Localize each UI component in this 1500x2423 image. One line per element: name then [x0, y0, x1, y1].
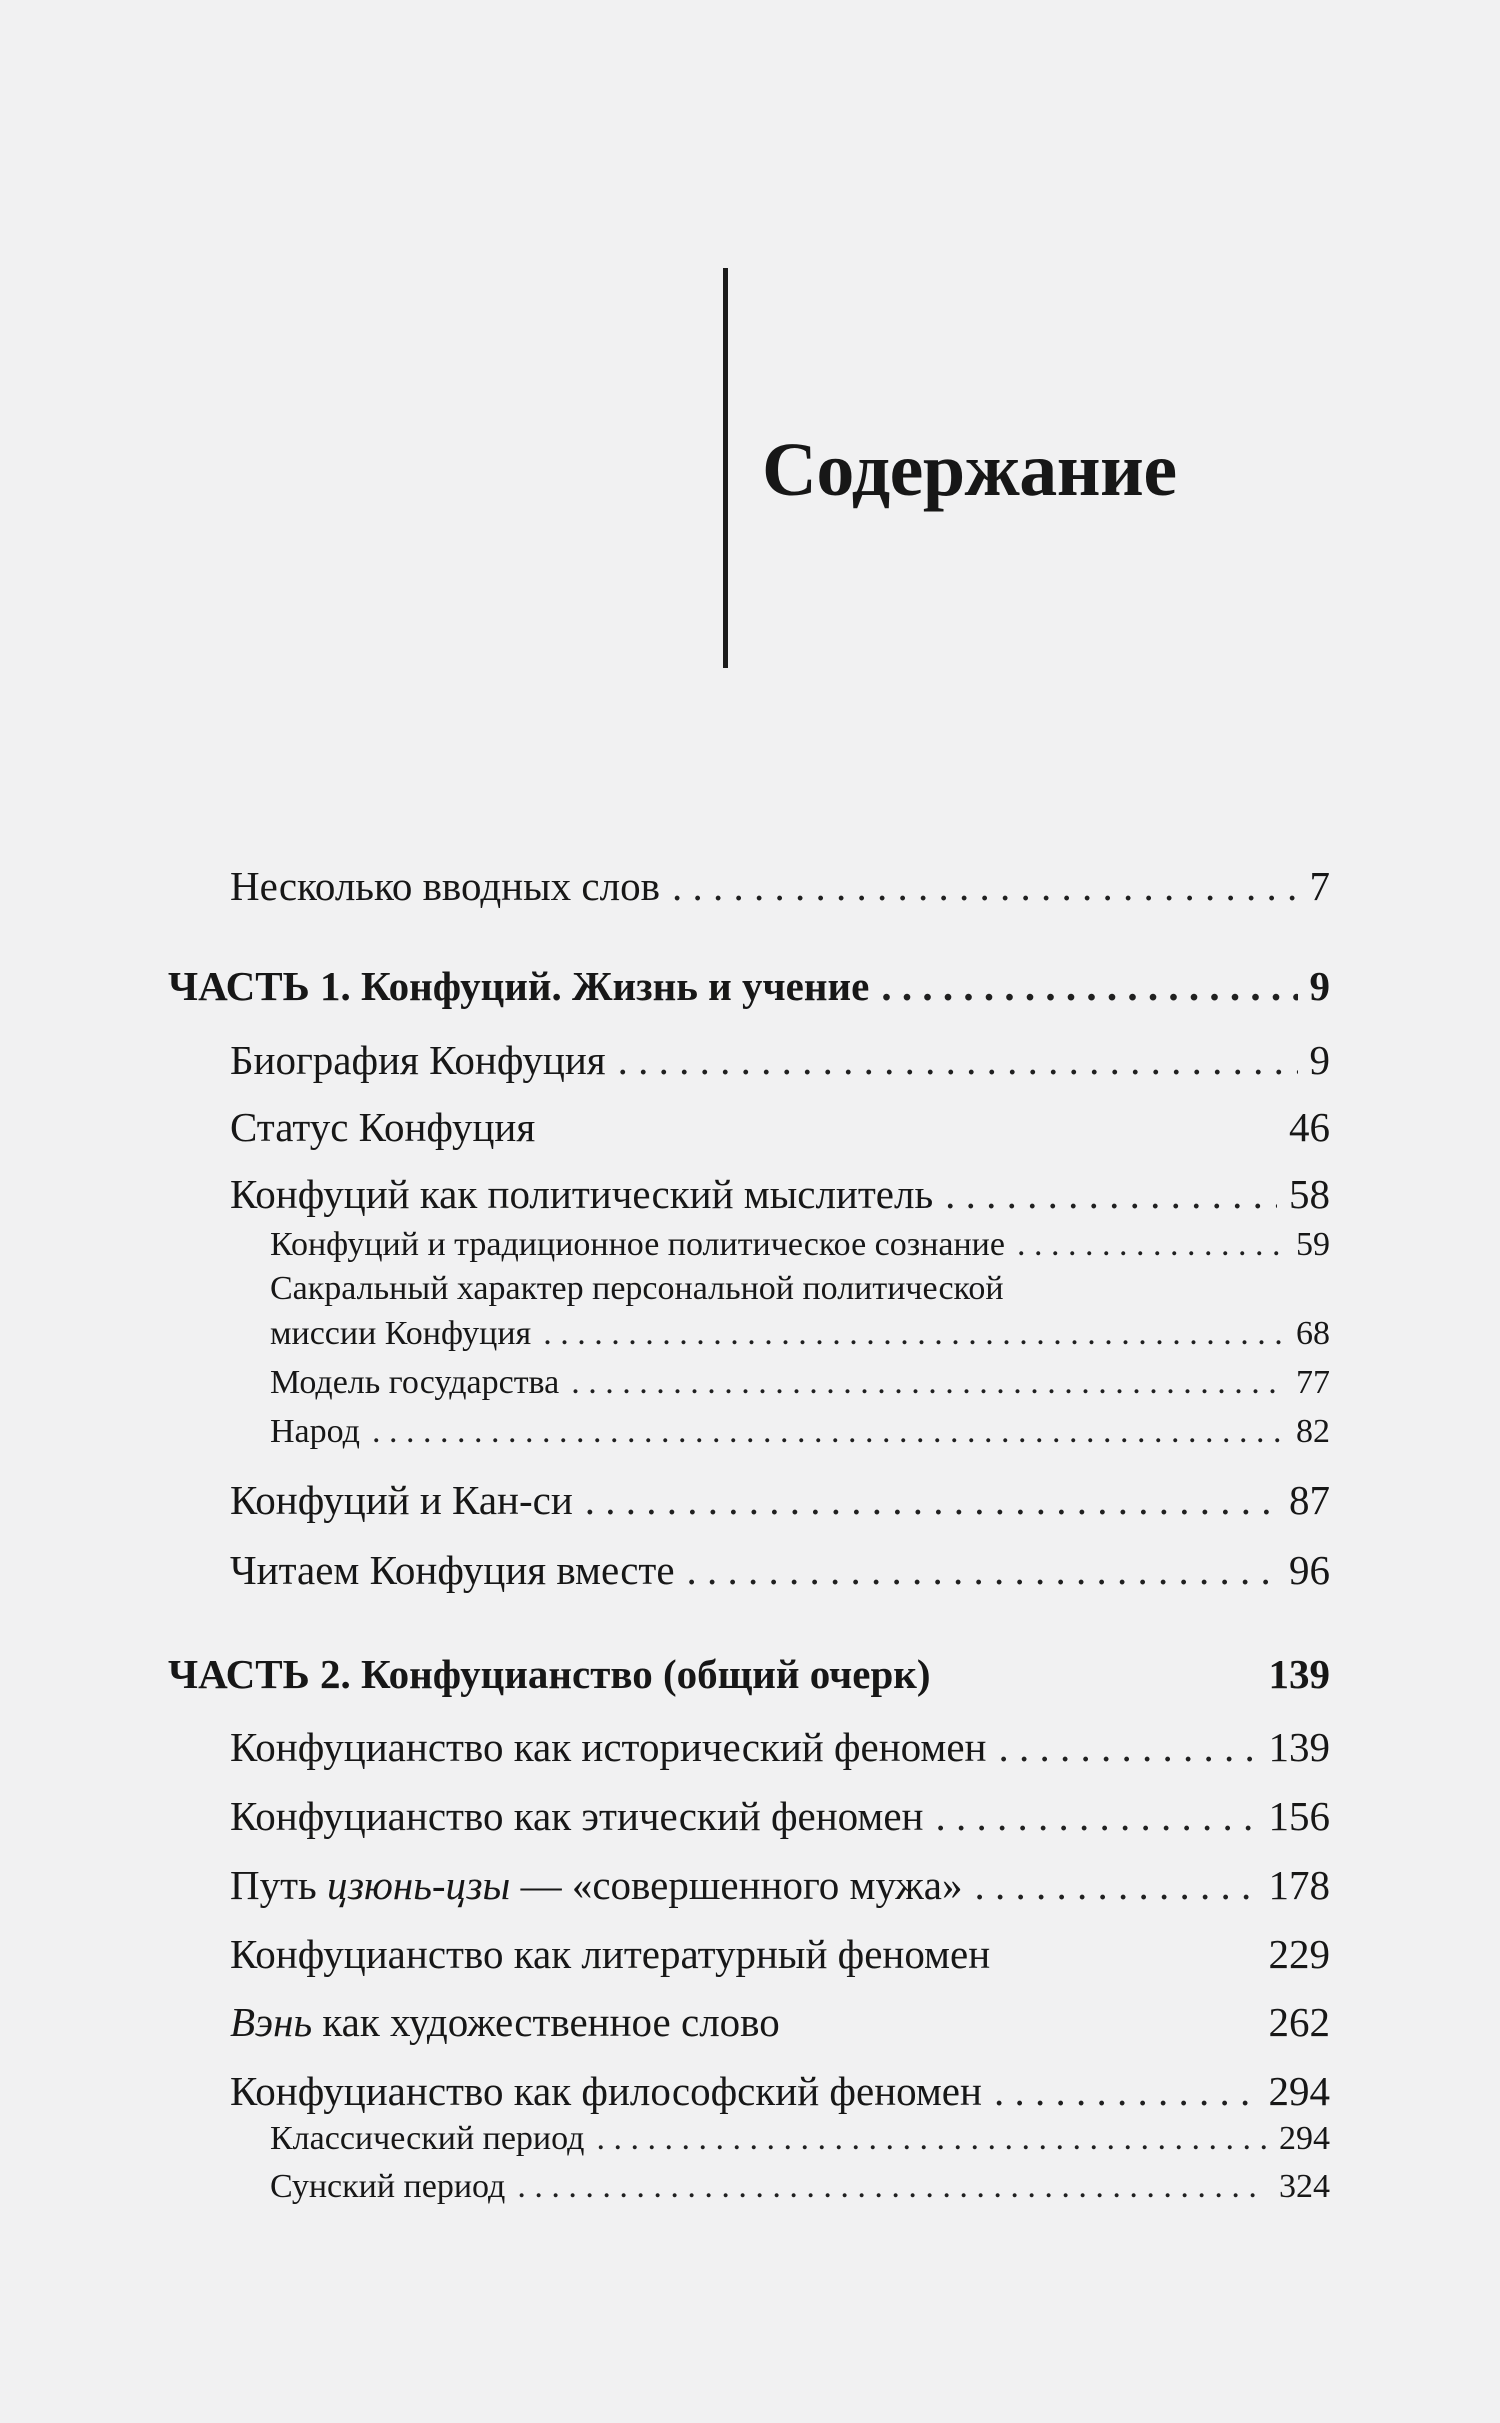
toc-entry-page: 87 [1289, 1477, 1330, 1523]
toc-entry [0, 1546, 1330, 1594]
toc-entry [0, 1723, 1330, 1771]
toc-entry-title: Конфуцианство как этический феномен [230, 1793, 924, 1839]
toc-entry-page: 7 [1309, 863, 1330, 909]
toc-entry-page: 59 [1296, 1226, 1330, 1263]
toc-entry-title: Биография Конфуция [230, 1037, 606, 1083]
toc-entry-page: 96 [1289, 1547, 1330, 1593]
toc-entry-title: Модель государства [270, 1364, 560, 1401]
dot-leader [585, 1476, 1277, 1524]
toc-entry-title: Конфуцианство как литературный феномен [230, 1931, 991, 1977]
dot-leader [596, 2120, 1267, 2158]
dot-leader [372, 1413, 1284, 1451]
dot-leader [618, 1036, 1298, 1084]
toc-entry [0, 862, 1330, 910]
toc-entry-title: Конфуцианство как исторический феномен [230, 1724, 987, 1770]
toc-part-heading [0, 1650, 1330, 1698]
toc-entry-title: Читаем Конфуция вместе [230, 1547, 675, 1593]
toc-entry [0, 2067, 1330, 2115]
toc-entry-page: 58 [1289, 1171, 1330, 1217]
toc-entry [0, 1930, 1330, 1978]
toc-entry-page: 9 [1309, 1037, 1330, 1083]
toc-entry-page: 294 [1279, 2120, 1330, 2157]
dot-leader [881, 962, 1297, 1010]
toc-entry-title: Конфуций и Кан-си [230, 1477, 573, 1523]
dot-leader [998, 1723, 1256, 1771]
page-title: Содержание [762, 428, 1177, 512]
dot-leader [945, 1170, 1277, 1218]
toc-entry-page: 68 [1296, 1315, 1330, 1352]
toc-entry-title: Классический период [270, 2120, 585, 2157]
toc-entry-page: 324 [1279, 2168, 1330, 2205]
toc-entry [0, 1861, 1330, 1909]
toc-entry-page: 229 [1268, 1931, 1330, 1977]
toc-entry-page: 294 [1268, 2068, 1330, 2114]
toc-entry-title: Конфуций как политический мыслитель [230, 1171, 934, 1217]
toc-entry-page: 9 [1309, 963, 1330, 1009]
toc-entry-page: 46 [1289, 1104, 1330, 1150]
toc-entry-page: 139 [1268, 1724, 1330, 1770]
toc-entry [0, 1036, 1330, 1084]
toc-part-heading [0, 962, 1330, 1010]
toc-entry-page: 77 [1296, 1364, 1330, 1401]
dot-leader [1017, 1226, 1284, 1264]
dot-leader [517, 2168, 1267, 2206]
toc-entry-page: 139 [1268, 1651, 1330, 1697]
toc-entry-title: Несколько вводных слов [230, 863, 660, 909]
dot-leader [935, 1792, 1256, 1840]
toc-entry-page: 178 [1268, 1862, 1330, 1908]
toc-entry [0, 1170, 1330, 1218]
toc-entry-page: 156 [1268, 1793, 1330, 1839]
toc-entry [0, 1103, 1330, 1151]
toc-subentry [0, 1364, 1330, 1402]
toc-entry-title: Конфуций и традиционное политическое сознание [270, 1226, 1005, 1263]
dot-leader [543, 1315, 1284, 1353]
toc-entry-title: миссии Конфуция [270, 1315, 532, 1352]
toc-entry-title: ЧАСТЬ 1. Конфуций. Жизнь и учение [168, 963, 870, 1009]
toc-subentry [0, 2120, 1330, 2158]
toc-entry-title: Народ [270, 1413, 360, 1450]
toc-entry-title: Сунский период [270, 2168, 506, 2205]
dot-leader [994, 2067, 1257, 2115]
toc-entry-title: ЧАСТЬ 2. Конфуцианство (общий очерк) [168, 1651, 931, 1697]
toc-entry [0, 1476, 1330, 1524]
toc-entry [0, 1998, 1330, 2046]
dot-leader [687, 1546, 1277, 1594]
toc-entry [0, 1792, 1330, 1840]
toc-entry-title: Статус Конфуция [230, 1104, 536, 1150]
dot-leader [571, 1364, 1284, 1402]
toc-entry-title: Путь цзюнь-цзы — «совершенного мужа» [230, 1862, 963, 1908]
toc-subentry [0, 2168, 1330, 2206]
toc-subentry [0, 1315, 1330, 1353]
dot-leader [974, 1861, 1256, 1909]
toc-subentry [0, 1413, 1330, 1451]
dot-leader [672, 862, 1298, 910]
toc-entry-page: 262 [1268, 1999, 1330, 2045]
toc-subentry [0, 1226, 1330, 1264]
toc-entry-page: 82 [1296, 1413, 1330, 1450]
toc-entry-title: Конфуцианство как философский феномен [230, 2068, 982, 2114]
toc-subentry-first-line: Сакральный характер персональной политической [270, 1270, 1004, 1307]
toc-entry-title: Вэнь как художественное слово [230, 1999, 780, 2045]
